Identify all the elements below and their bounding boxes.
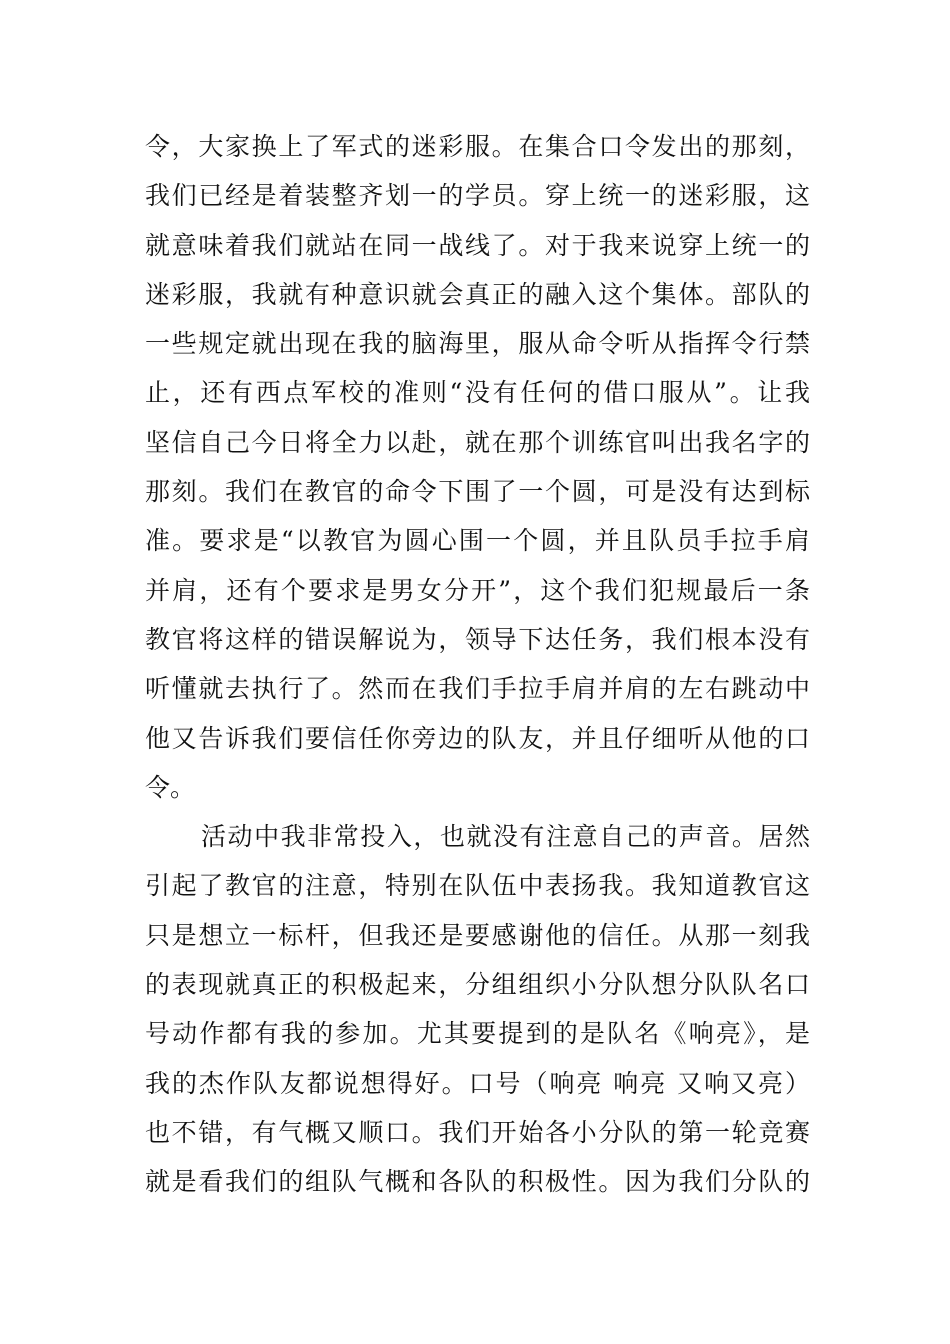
text-line: 号动作都有我的参加。尤其要提到的是队名《响亮》，是 <box>145 1019 810 1049</box>
text-line: 坚信自己今日将全力以赴，就在那个训练官叫出我名字的 <box>145 427 810 457</box>
text-line: 引起了教官的注意，特别在队伍中表扬我。我知道教官这 <box>145 871 810 901</box>
body-text <box>145 122 810 1207</box>
text-line: 那刻。我们在教官的命令下围了一个圆，可是没有达到标 <box>145 477 810 507</box>
text-line: 就意味着我们就站在同一战线了。对于我来说穿上统一的 <box>145 230 810 260</box>
paragraph-1 <box>145 122 810 812</box>
text-line: 只是想立一标杆，但我还是要感谢他的信任。从那一刻我 <box>145 920 810 950</box>
text-line: 令，大家换上了军式的迷彩服。在集合口令发出的那刻， <box>145 132 810 161</box>
text-line: 就是看我们的组队气概和各队的积极性。因为我们分队的 <box>145 1167 810 1197</box>
text-line: 也不错，有气概又顺口。我们开始各小分队的第一轮竞赛 <box>145 1117 810 1147</box>
text-line: 令。 <box>145 772 196 802</box>
text-line: 迷彩服，我就有种意识就会真正的融入这个集体。部队的 <box>145 279 810 309</box>
text-line: 听懂就去执行了。然而在我们手拉手肩并肩的左右跳动中 <box>145 674 810 704</box>
text-line: 活动中我非常投入，也就没有注意自己的声音。居然 <box>201 822 810 852</box>
text-line: 我们已经是着装整齐划一的学员。穿上统一的迷彩服，这 <box>145 181 810 211</box>
text-line: 一些规定就出现在我的脑海里，服从命令听从指挥令行禁 <box>145 329 810 359</box>
text-line: 他又告诉我们要信任你旁边的队友，并且仔细听从他的口 <box>145 723 810 753</box>
text-line: 准。要求是“以教官为圆心围一个圆，并且队员手拉手肩 <box>145 526 810 556</box>
text-line: 我的杰作队友都说想得好。口号（响亮 响亮 又响又亮） <box>145 1068 810 1098</box>
text-line: 的表现就真正的积极起来，分组组织小分队想分队队名口 <box>145 970 810 1000</box>
text-line: 教官将这样的错误解说为，领导下达任务，我们根本没有 <box>145 624 810 654</box>
paragraph-2 <box>145 812 810 1206</box>
text-line: 并肩，还有个要求是男女分开”，这个我们犯规最后一条 <box>145 575 810 605</box>
text-line: 止，还有西点军校的准则“没有任何的借口服从”。让我 <box>145 378 810 408</box>
